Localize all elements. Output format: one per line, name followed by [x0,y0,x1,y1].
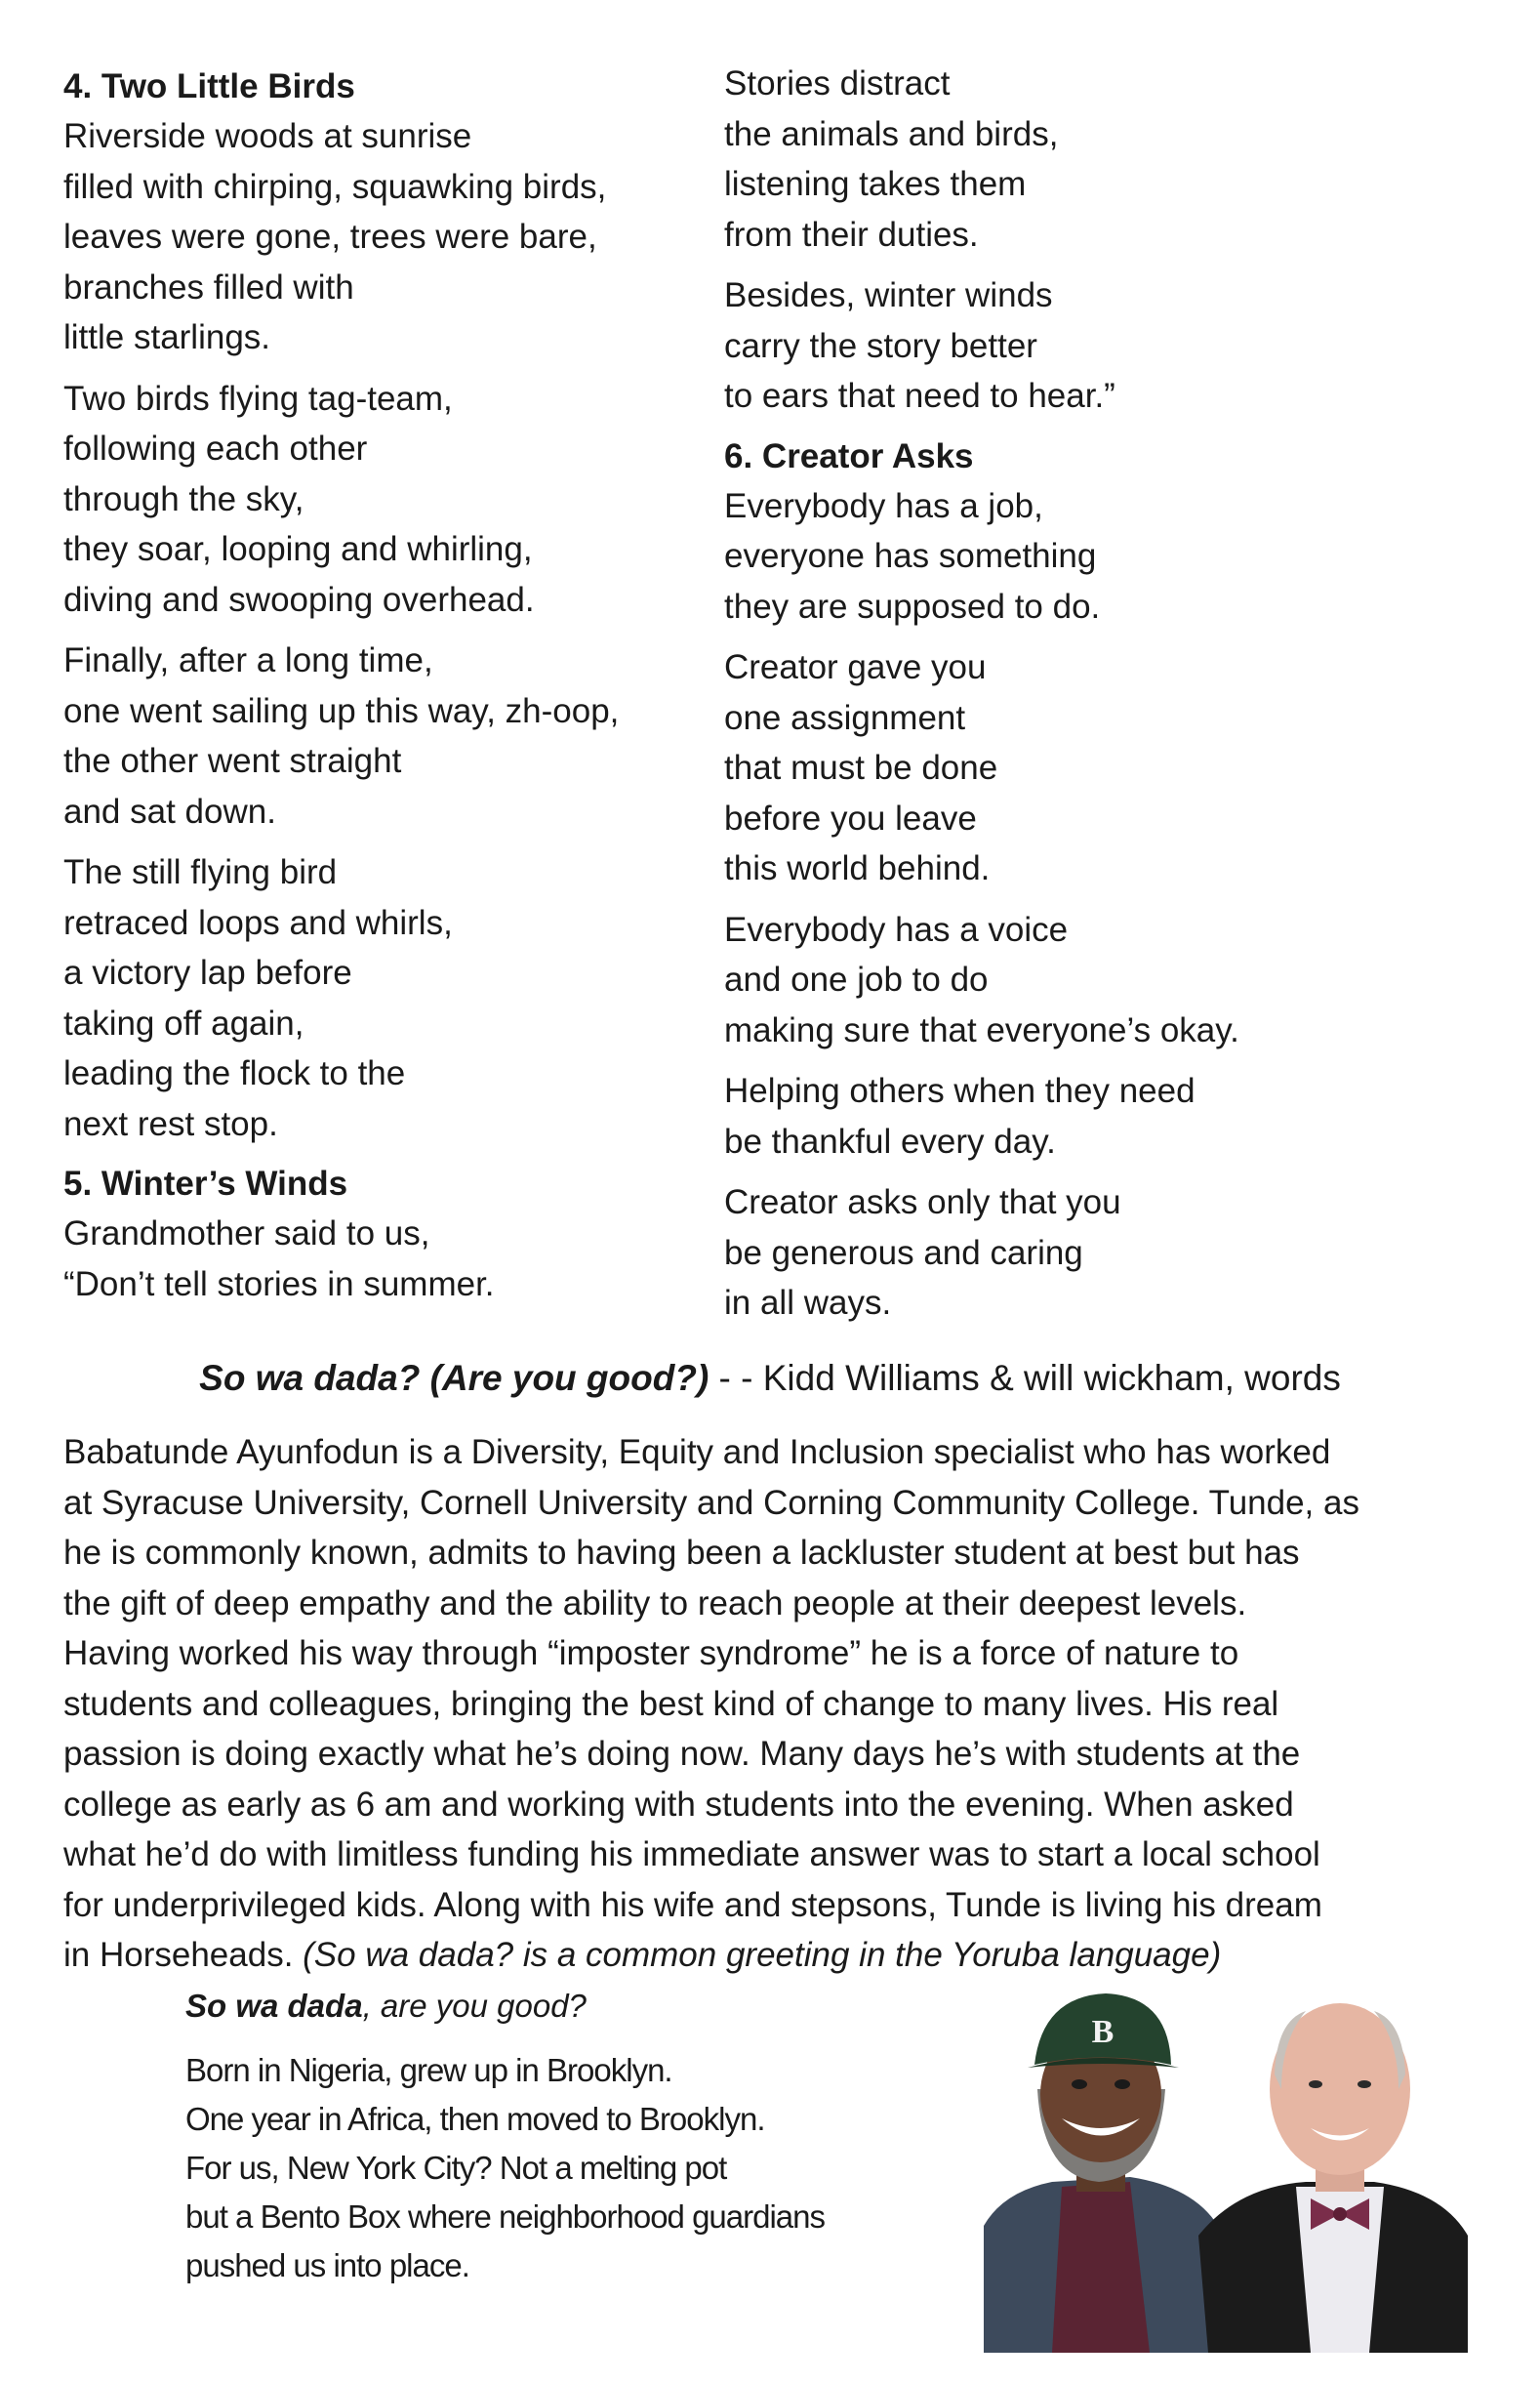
poem-line: filled with chirping, squawking birds, [63,167,607,206]
poem-line: a victory lap before [63,954,352,992]
poem-line: retraced loops and whirls, [63,903,453,942]
section-heading: 4. Two Little Birds [63,67,355,105]
bio-line: passion is doing exactly what he’s doing now. Many days he’s with students at the [63,1735,1301,1773]
stanza [63,1209,688,1309]
cap-logo: B [1091,2014,1114,2050]
bow-tie-knot [1333,2207,1347,2221]
poem-line: they soar, looping and whirling, [63,530,533,568]
authors-photo [984,1982,1468,2353]
credit-authors: Kidd Williams & will wickham, words [762,1358,1341,1398]
poem-line: next rest stop. [63,1104,278,1143]
bio-line: what he’d do with limitless funding his immediate answer was to start a local school [63,1835,1320,1873]
poem-heading [185,1984,587,2029]
short-poem [185,2046,986,2290]
poem-line: Stories distract [724,64,951,103]
poem-line: making sure that everyone’s okay. [724,1010,1239,1049]
poem-line: through the sky, [63,479,304,518]
poem-line: Born in Nigeria, grew up in Brooklyn. [185,2052,672,2088]
bio-line: college as early as 6 am and working with students into the evening. When asked [63,1785,1294,1824]
bio-line: Babatunde Ayunfodun is a Diversity, Equity and Inclusion specialist who has worked [63,1433,1331,1471]
poem-line: leaves were gone, trees were bare, [63,218,597,256]
stanza [724,1177,1485,1329]
bio-line: the gift of deep empathy and the ability to reach people at their deepest levels. [63,1583,1247,1622]
poem-line: be generous and caring [724,1233,1083,1272]
poem-line: Riverside woods at sunrise [63,117,472,155]
poem-line: pushed us into place. [185,2247,469,2283]
poem-line: Creator gave you [724,648,987,686]
right-person [1198,2003,1468,2353]
poem-line: in all ways. [724,1284,892,1322]
poem-line: listening takes them [724,165,1027,203]
poem-line: and sat down. [63,792,276,831]
eye [1072,2079,1087,2089]
poem-line: Helping others when they need [724,1072,1196,1110]
bio-line: students and colleagues, bringing the best kind of change to many lives. His real [63,1684,1279,1723]
poem-line: branches filled with [63,267,354,307]
poem-line: “Don’t tell stories in summer. [63,1264,495,1303]
poem-line: this world behind. [724,849,991,887]
poem-line: be thankful every day. [724,1122,1056,1161]
poem-line: one went sailing up this way, zh-oop, [63,691,620,730]
poem-line: One year in Africa, then moved to Brooklyn. [185,2101,765,2137]
poem-line: to ears that need to hear.” [724,377,1115,415]
poem-line: taking off again, [63,1004,304,1043]
poem-line: the animals and birds, [724,114,1059,153]
poem-line: the other went straight [63,742,402,780]
poem-line: they are supposed to do. [724,587,1101,626]
poem-line: one assignment [724,698,966,737]
bio-paragraph [63,1427,1469,1981]
poem-heading-bold: So wa dada [185,1988,363,2024]
poem-line: Besides, winter winds [724,276,1053,314]
poem-line: from their duties. [724,215,979,254]
bio-note: (So wa dada? is a common greeting in the Yoruba language) [303,1936,1222,1974]
poem-line: Grandmother said to us, [63,1214,430,1253]
poem-heading-rest: , are you good? [362,1988,587,2024]
stanza [724,1066,1485,1167]
poem-line: that must be done [724,749,998,787]
section-heading: 6. Creator Asks [724,436,974,475]
poem-line: diving and swooping overhead. [63,580,535,619]
stanza [63,847,688,1149]
left-column [63,62,688,1320]
credit-separator: - - [709,1358,763,1398]
credit-line [0,1355,1540,1402]
poem-line: Creator asks only that you [724,1183,1121,1221]
stanza [724,642,1485,894]
stanza [724,270,1485,422]
poem-title: So wa dada? (Are you good?) [199,1358,709,1398]
stanza [724,481,1485,633]
bio-line-last [63,1930,1469,1981]
poem-line: Everybody has a voice [724,910,1069,949]
poem-line: The still flying bird [63,853,338,891]
bio-line: at Syracuse University, Cornell University and Corning Community College. Tunde, as [63,1483,1359,1522]
left-person [984,1993,1228,2353]
poem-line: and one job to do [724,961,989,999]
stanza [724,905,1485,1056]
poem-line: Everybody has a job, [724,486,1043,525]
bio-last-text: in Horseheads. [63,1936,304,1974]
poem-line: Two birds flying tag-team, [63,379,453,418]
poem-line: leading the flock to the [63,1054,406,1092]
eye [1358,2080,1371,2088]
poem-line: following each other [63,430,368,468]
stanza [63,374,688,626]
stanza [724,59,1485,260]
poem-line: little starlings. [63,318,271,356]
poem-line: carry the story better [724,326,1037,365]
bio-line: Having worked his way through “imposter syndrome” he is a force of nature to [63,1634,1239,1672]
bio-line: for underprivileged kids. Along with his wife and stepsons, Tunde is living his dream [63,1885,1322,1924]
stanza [63,636,688,837]
poem-line: but a Bento Box where neighborhood guardians [185,2198,826,2235]
poem-line: Finally, after a long time, [63,641,433,679]
stanza [63,111,688,363]
eye [1114,2079,1130,2089]
poem-line: For us, New York City? Not a melting pot [185,2150,727,2186]
right-column [724,59,1485,1339]
poem-line: everyone has something [724,537,1097,575]
poem-line: before you leave [724,799,977,838]
eye [1309,2080,1322,2088]
bio-line: he is commonly known, admits to having been a lackluster student at best but has [63,1534,1300,1572]
section-heading: 5. Winter’s Winds [63,1165,348,1203]
